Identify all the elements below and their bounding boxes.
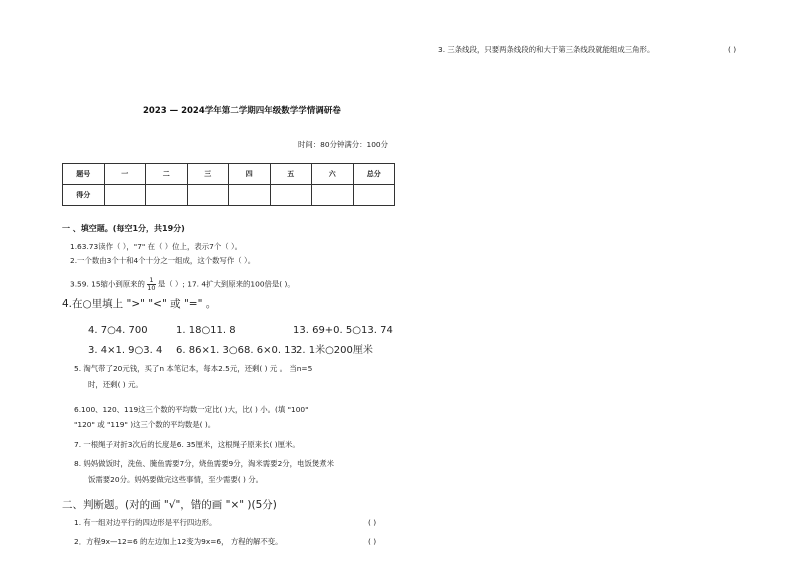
compare-item: 2. 1米○200厘米: [296, 345, 373, 356]
question-1-5-line-2: 时，还剩( ) 元。: [88, 380, 143, 389]
right-question-3: 3. 三条线段，只要两条线段的和大于第三条线段就能组成三角形。: [438, 45, 655, 54]
question-1-1: 1.63.73读作（ ），"7" 在（ ）位上，表示7个（ ）。: [70, 242, 243, 251]
question-2-1: 1. 有一组对边平行的四边形是平行四边形。: [74, 518, 217, 527]
score-table-head-cell: 一: [104, 164, 146, 185]
right-question-3-answer-paren: ( ): [728, 45, 737, 54]
score-input-cell[interactable]: [146, 185, 188, 206]
compare-item: 4. 7○4. 700: [88, 325, 148, 336]
page-title: 2023 — 2024学年第二学期四年级数学学情调研卷: [143, 106, 341, 116]
fraction-numerator: 1: [147, 277, 155, 285]
score-row-label: 得分: [63, 185, 105, 206]
section-1-title: 一 、填空题。(每空1分，共19分): [62, 224, 185, 233]
question-2-2: 2．方程9x—12=6 的左边加上12变为9x=6， 方程的解不变。: [74, 537, 283, 546]
score-table-score-row: [63, 185, 395, 206]
score-input-cell[interactable]: [104, 185, 146, 206]
time-info: 时间：80分钟满分：100分: [298, 140, 389, 149]
score-input-cell[interactable]: [229, 185, 271, 206]
score-table-head-cell: 六: [312, 164, 354, 185]
compare-item: 6. 86×1. 3○68. 6×0. 13: [176, 345, 297, 356]
score-table-head-cell: 四: [229, 164, 271, 185]
question-1-2: 2.一个数由3个十和4个十分之一组成，这个数写作（ ）。: [70, 256, 256, 265]
score-input-cell[interactable]: [353, 185, 395, 206]
score-input-cell[interactable]: [312, 185, 354, 206]
compare-item: 3. 4×1. 9○3. 4: [88, 345, 163, 356]
compare-item: 1. 18○11. 8: [176, 325, 236, 336]
score-table-head-cell: 总分: [353, 164, 395, 185]
score-table-header-row: [63, 164, 395, 185]
score-table-head-cell: 五: [270, 164, 312, 185]
question-1-3-suffix: 是（ ）; 17. 4扩大到原来的100倍是( )。: [157, 279, 295, 289]
question-1-7: 7. 一根绳子对折3次后的长度是6. 35厘米，这根绳子原来长( )厘米。: [74, 440, 300, 449]
question-1-8-line-2: 饭需要20分。妈妈要做完这些事情，至少需要( ) 分。: [88, 475, 264, 484]
question-1-4: 4.在○里填上 ">" "<" 或 "=" 。: [62, 298, 217, 310]
question-1-3: [70, 277, 295, 292]
question-2-2-answer-paren: ( ): [368, 537, 377, 546]
question-1-8-line-1: 8. 妈妈做饭时，洗鱼、腌鱼需要7分，烧鱼需要9分，淘米需要2分，电饭煲煮米: [74, 459, 335, 468]
compare-item: 13. 69+0. 5○13. 74: [293, 325, 393, 336]
score-table-head-cell: 二: [146, 164, 188, 185]
question-2-1-answer-paren: ( ): [368, 518, 377, 527]
question-1-6-line-2: "120" 或 "119" )这三个数的平均数是( )。: [74, 420, 216, 429]
fraction-one-tenth: [147, 277, 155, 292]
score-input-cell[interactable]: [187, 185, 229, 206]
score-input-cell[interactable]: [270, 185, 312, 206]
question-1-6-line-1: 6.100、120、119这三个数的平均数一定比( )大，比( ) 小。(填 "100": [74, 405, 309, 414]
score-table: [62, 163, 395, 206]
section-2-title: 二、判断题。(对的画 "√"，错的画 "×" )(5分): [62, 499, 277, 511]
score-table-head-cell: 题号: [63, 164, 105, 185]
score-table-head-cell: 三: [187, 164, 229, 185]
question-1-3-prefix: 3.59. 15缩小到原来的: [70, 279, 145, 289]
question-1-5-line-1: 5. 淘气带了20元钱，买了n 本笔记本，每本2.5元，还剩( ) 元 。 当n=5: [74, 364, 313, 373]
fraction-denominator: 10: [147, 284, 156, 292]
